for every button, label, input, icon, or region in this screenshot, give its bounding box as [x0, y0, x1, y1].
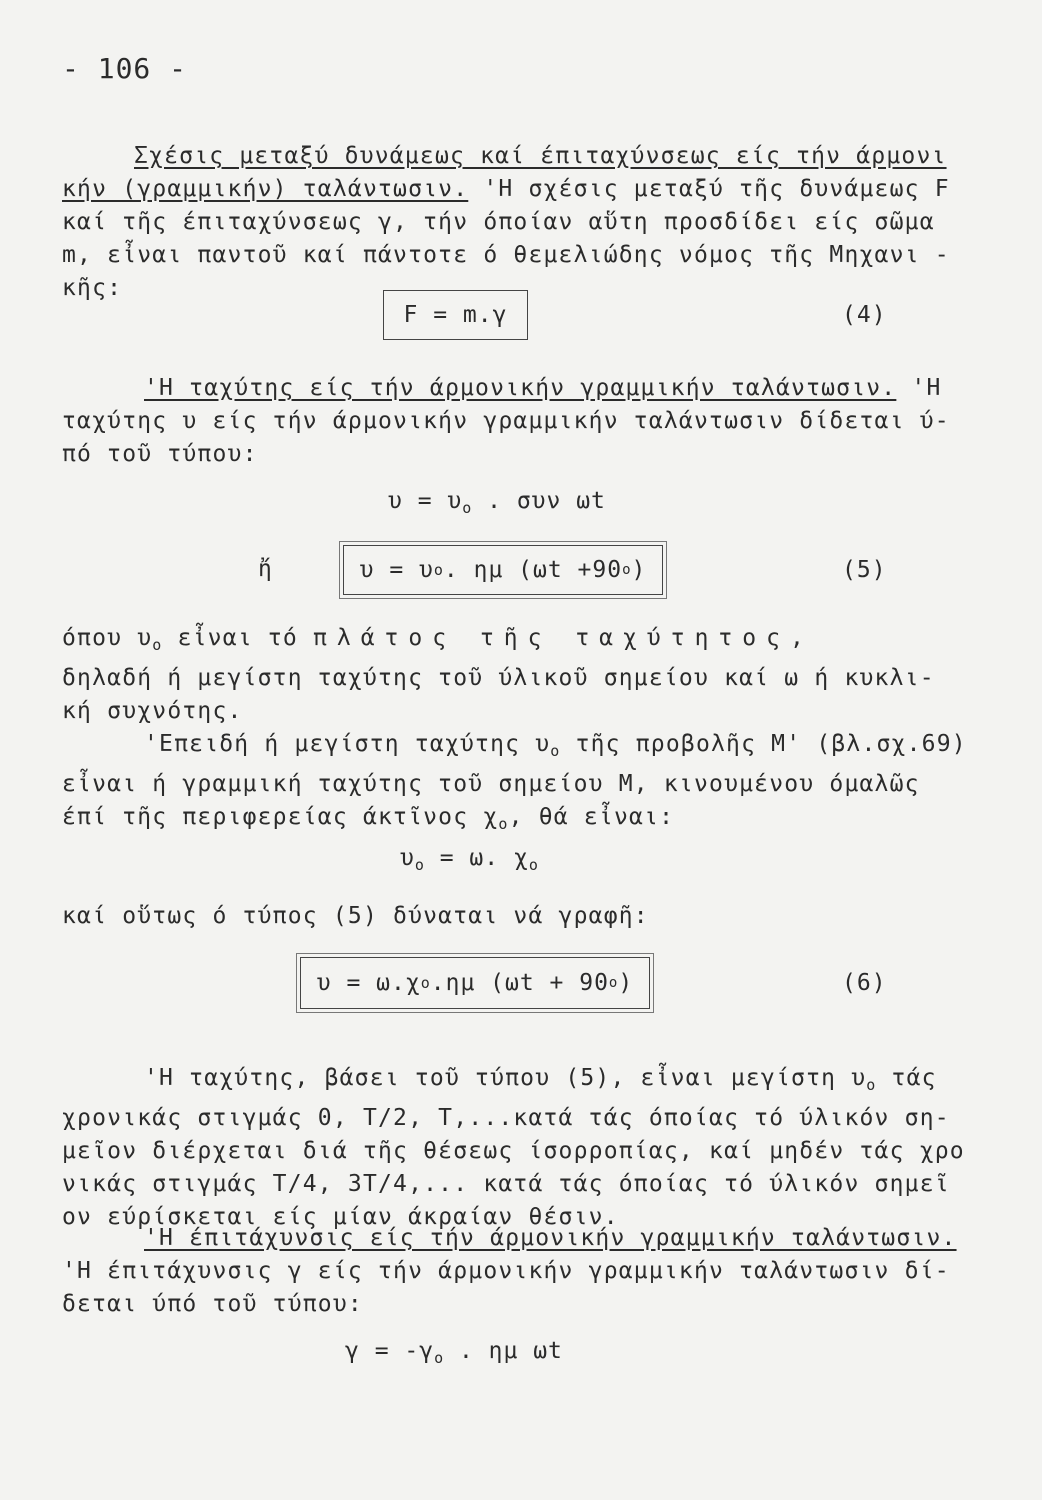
text-line: δεται ύπό τοῦ τύπου:	[62, 1291, 363, 1317]
equation-part: υ = υ	[359, 557, 434, 583]
equation-max-velocity	[400, 845, 539, 874]
text-part: 'Η ταχύτης, βάσει τοῦ τύπου (5), εἶναι μεγίστη υ	[144, 1065, 867, 1091]
equation-number-4: (4)	[842, 302, 887, 328]
equation-acceleration	[345, 1338, 563, 1367]
equation-formula: F = m.γ	[403, 302, 508, 328]
equation-subscript: o	[434, 1349, 445, 1367]
paragraph-acceleration	[62, 1222, 957, 1321]
text-line: m, εἶναι παντοῦ καί πάντοτε ό θεμελιώδης νόμος τῆς Μηχανι -	[62, 242, 950, 268]
equation-part: . ημ (ωt +90	[443, 557, 623, 583]
paragraph-velocity-times	[62, 1062, 965, 1234]
text-line: καί οὕτως ό τύπος (5) δύναται νά γραφῆ:	[62, 903, 649, 929]
equation-part: υ = ω.χ	[316, 970, 421, 996]
text-line: χρονικάς στιγμάς 0, T/2, T,...κατά τάς όποίας τό ύλικόν ση-	[62, 1105, 950, 1131]
paragraph-velocity	[62, 372, 950, 471]
text-line: 'Η	[896, 375, 942, 401]
equation-part: γ = -γ	[345, 1338, 435, 1364]
text-line: μεῖον διέρχεται διά τῆς θέσεως ίσορροπίας, καί μηδέν τάς χρο	[62, 1138, 965, 1164]
paragraph-force-acceleration	[62, 140, 950, 305]
equation-superscript: o	[622, 562, 632, 578]
text-line: καί τῆς έπιταχύνσεως γ, τήν όποίαν αὕτη προσδίδει είς σῶμα	[62, 209, 935, 235]
text-line: δηλαδή ή μεγίστη ταχύτης τοῦ ύλικοῦ σημείου καί ω ή κυκλι-	[62, 665, 935, 691]
equation-box-5	[343, 545, 663, 595]
text-line: 'Η σχέσις μεταξύ τῆς δυνάμεως F	[468, 176, 950, 202]
text-part: , θά εἶναι:	[508, 804, 675, 830]
equation-part: υ = υ	[388, 488, 463, 514]
equation-subscript: o	[433, 561, 444, 579]
text-line: ταχύτης υ είς τήν άρμονικήν γραμμικήν ταλάντωσιν δίδεται ύ-	[62, 408, 950, 434]
section-heading-force-cont: κήν (γραμμικήν) ταλάντωσιν.	[62, 176, 469, 202]
text-part: τῆς προβολῆς M' (βλ.σχ.69)	[560, 731, 967, 757]
equation-part: )	[631, 557, 647, 583]
text-subscript: o	[152, 636, 163, 654]
paragraph-amplitude	[62, 622, 935, 728]
equation-part: )	[618, 970, 634, 996]
text-line: 'Η έπιτάχυνσις γ είς τήν άρμονικήν γραμμικήν ταλάντωσιν δί-	[62, 1258, 950, 1284]
equation-part: . ημ ωt	[444, 1338, 563, 1364]
equation-box-6	[300, 957, 650, 1009]
text-part: 'Επειδή ή μεγίστη ταχύτης υ	[144, 731, 551, 757]
equation-part: .ημ (ωt + 90	[430, 970, 609, 996]
section-heading-force: Σχέσις μεταξύ δυνάμεως καί έπιταχύνσεως είς τήν άρμονι	[134, 143, 947, 169]
paragraph-rewrite	[62, 900, 932, 933]
page-number: - 106 -	[62, 52, 188, 85]
text-line: εἶναι ή γραμμική ταχύτης τοῦ σημείου M, κινουμένου όμαλῶς	[62, 771, 920, 797]
text-subscript: o	[550, 742, 561, 760]
paragraph-max-velocity	[62, 728, 967, 841]
equation-subscript: o	[528, 856, 539, 874]
text-line: νικάς στιγμάς T/4, 3T/4,... κατά τάς όποίας τό ύλικόν σημεῖ	[62, 1171, 950, 1197]
text-part: έπί τῆς περιφερείας άκτῖνος χ	[62, 804, 499, 830]
text-line: πό τοῦ τύπου:	[62, 441, 258, 467]
equation-velocity-cos	[388, 488, 606, 517]
equation-subscript: o	[420, 974, 431, 992]
text-subscript: o	[498, 815, 509, 833]
equation-part: . συν ωt	[472, 488, 606, 514]
text-part: τάς	[876, 1065, 937, 1091]
equation-box-4	[383, 290, 528, 340]
text-part: όπου υ	[62, 625, 153, 651]
equation-superscript: o	[608, 975, 619, 991]
text-line: ον εύρίσκεται είς μίαν άκραίαν θέσιν.	[62, 1204, 619, 1230]
text-subscript: o	[866, 1076, 877, 1094]
text-line: κή συχνότης.	[62, 698, 243, 724]
equation-number-6: (6)	[842, 970, 887, 996]
text-line: κῆς:	[62, 275, 123, 301]
spaced-term: πλάτος τῆς ταχύτητος,	[313, 625, 814, 651]
equation-subscript: o	[414, 856, 425, 874]
equation-subscript: o	[462, 499, 473, 517]
section-heading-velocity: 'Η ταχύτης είς τήν άρμονικήν γραμμικήν ταλάντωσιν.	[144, 375, 897, 401]
equation-part: υ	[400, 845, 415, 871]
section-heading-acceleration: 'Η έπιτάχυνσις είς τήν άρμονικήν γραμμικήν ταλάντωσιν.	[144, 1225, 957, 1251]
text-part: εἶναι τό	[162, 625, 314, 651]
or-word: ἤ	[258, 556, 273, 582]
equation-part: = ω. χ	[424, 845, 529, 871]
equation-number-5: (5)	[842, 557, 887, 583]
